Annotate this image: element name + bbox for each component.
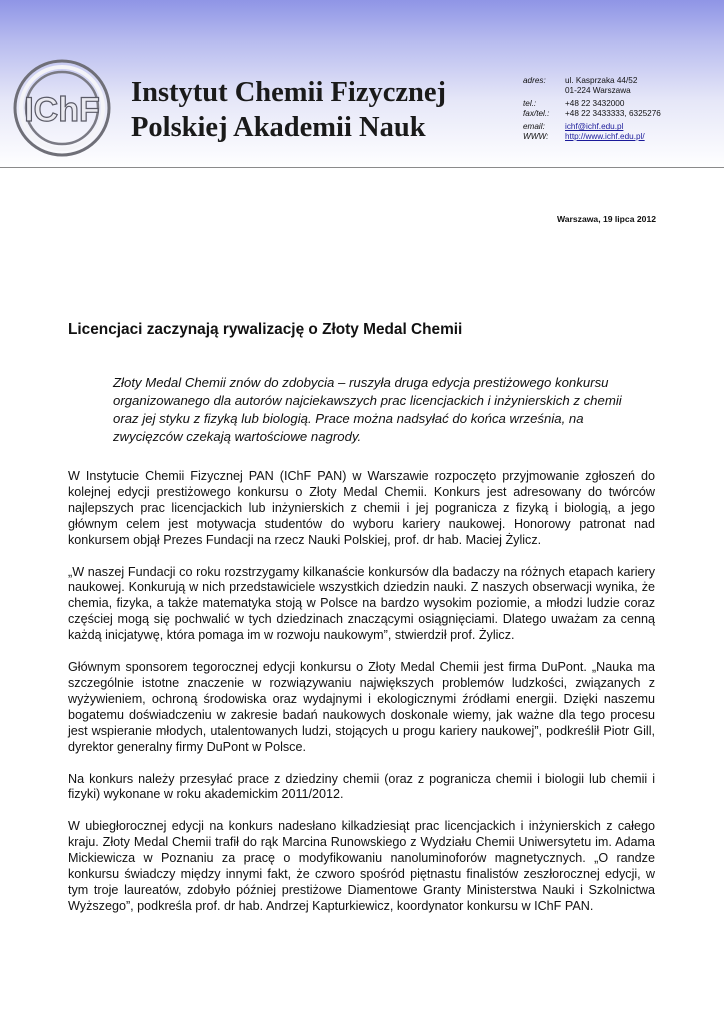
email-label: email:: [523, 122, 545, 132]
press-release-headline: Licencjaci zaczynają rywalizację o Złoty Medal Chemii: [68, 321, 463, 338]
contact-block: [523, 76, 661, 142]
institute-name: [131, 75, 446, 145]
lead-paragraph: Złoty Medal Chemii znów do zdobycia – ruszyła druga edycja prestiżowego konkursu organizowanego dla autorów najciekawszych prac licencjackich i inżynierskich z chemii oraz jej styku z fizyką lub biologią. Prace można nadsyłać do końca września, na zwycięzców czekają wartościowe nagrody.: [113, 375, 622, 444]
body-paragraph: W ubiegłorocznej edycji na konkurs nadesłano kilkadziesiąt prac licencjackich i inżynierskich z całego kraju. Złoty Medal Chemii trafił do rąk Marcina Runowskiego z Wydziału Chemii Uniwersytetu im. Adama Mickiewicza w Poznaniu za pracę o modyfikowaniu nanoluminoforów magnetycznych. „O randze konkursu świadczy między innymi fakt, że czworo spośród piętnastu finalistów zeszłorocznej edycji, w tym troje laureatów, zdobyło później prestiżowe Diamentowe Granty Ministerstwa Nauki i Szkolnictwa Wyższego”, podkreśla prof. dr hab. Andrzej Kapturkiewicz, koordynator konkursu w IChF PAN.: [68, 819, 655, 913]
body-paragraph: W Instytucie Chemii Fizycznej PAN (IChF PAN) w Warszawie rozpoczęto przyjmowanie zgłoszeń do kolejnej edycji prestiżowego konkursu o Złoty Medal Chemii. Konkurs jest adresowany do twórców najlepszych prac licencjackich lub inżynierskich z chemii i jej pogranicza z fizyką i biologią, a jego głównym celem jest motywacja studentów do wyboru kariery naukowej. Honorowy patronat nad konkursem objął Prezes Fundacji na rzecz Nauki Polskiej, prof. dr hab. Maciej Żylicz.: [68, 469, 655, 547]
www-label: WWW:: [523, 131, 549, 141]
document-date: Warszawa, 19 lipca 2012: [556, 214, 656, 224]
article-body: [68, 469, 655, 931]
logo-text: IChF: [24, 91, 100, 129]
address-label: adres:: [523, 76, 546, 85]
email-link[interactable]: ichf@ichf.edu.pl: [565, 122, 624, 132]
address-line2: 01-224 Warszawa: [565, 85, 631, 95]
fax-value: +48 22 3433333, 6325276: [565, 108, 661, 118]
header-divider: [0, 167, 724, 168]
body-paragraph: „W naszej Fundacji co roku rozstrzygamy kilkanaście konkursów dla badaczy na różnych etapach kariery naukowej. Konkurują w nich przedstawiciele wszystkich dziedzin nauki. Z naszych obserwacji wynika, że chemia, fizyka, a także matematyka stoją w Polsce na bardzo wysokim poziomie, a młodzi ludzie coraz częściej mogą się pochwalić w tych dziedzinach znaczącymi osiągnięciami. Dlatego uważam za cenną każdą inicjatywę, która pomaga im w rozwoju naukowym”, stwierdził prof. Żylicz.: [68, 564, 655, 643]
tel-value: +48 22 3432000: [565, 99, 625, 109]
ichf-logo: [12, 58, 112, 158]
institute-name-line1: Instytut Chemii Fizycznej: [131, 77, 447, 108]
institute-name-line2: Polskiej Akademii Nauk: [131, 112, 426, 143]
body-paragraph: Na konkurs należy przesyłać prace z dziedziny chemii (oraz z pogranicza chemii i biologii lub chemii i fizyki) wykonane w roku akademickim 2011/2012.: [68, 771, 655, 802]
tel-label: tel.:: [523, 99, 537, 109]
body-paragraph: Głównym sponsorem tegorocznej edycji konkursu o Złoty Medal Chemii jest firma DuPont. „Nauka ma szczególnie istotne znaczenie w rozwiązywaniu największych problemów ludzkości, związanych z wyżywieniem, ochroną środowiska oraz wydajnymi i ekologicznymi źródłami energii. Dzięki naszemu bogatemu doświadczeniu w zakresie badań naukowych doskonale wiemy, jak ważne dla tego procesu jest wspieranie młodych, utalentowanych ludzi, stojących u progu kariery naukowej”, podkreślił Piotr Gill, dyrektor generalny firmy DuPont w Polsce.: [68, 660, 655, 754]
fax-label: fax/tel.:: [523, 108, 550, 118]
address-line1: ul. Kasprzaka 44/52: [565, 76, 638, 85]
website-link[interactable]: http://www.ichf.edu.pl/: [565, 131, 645, 141]
